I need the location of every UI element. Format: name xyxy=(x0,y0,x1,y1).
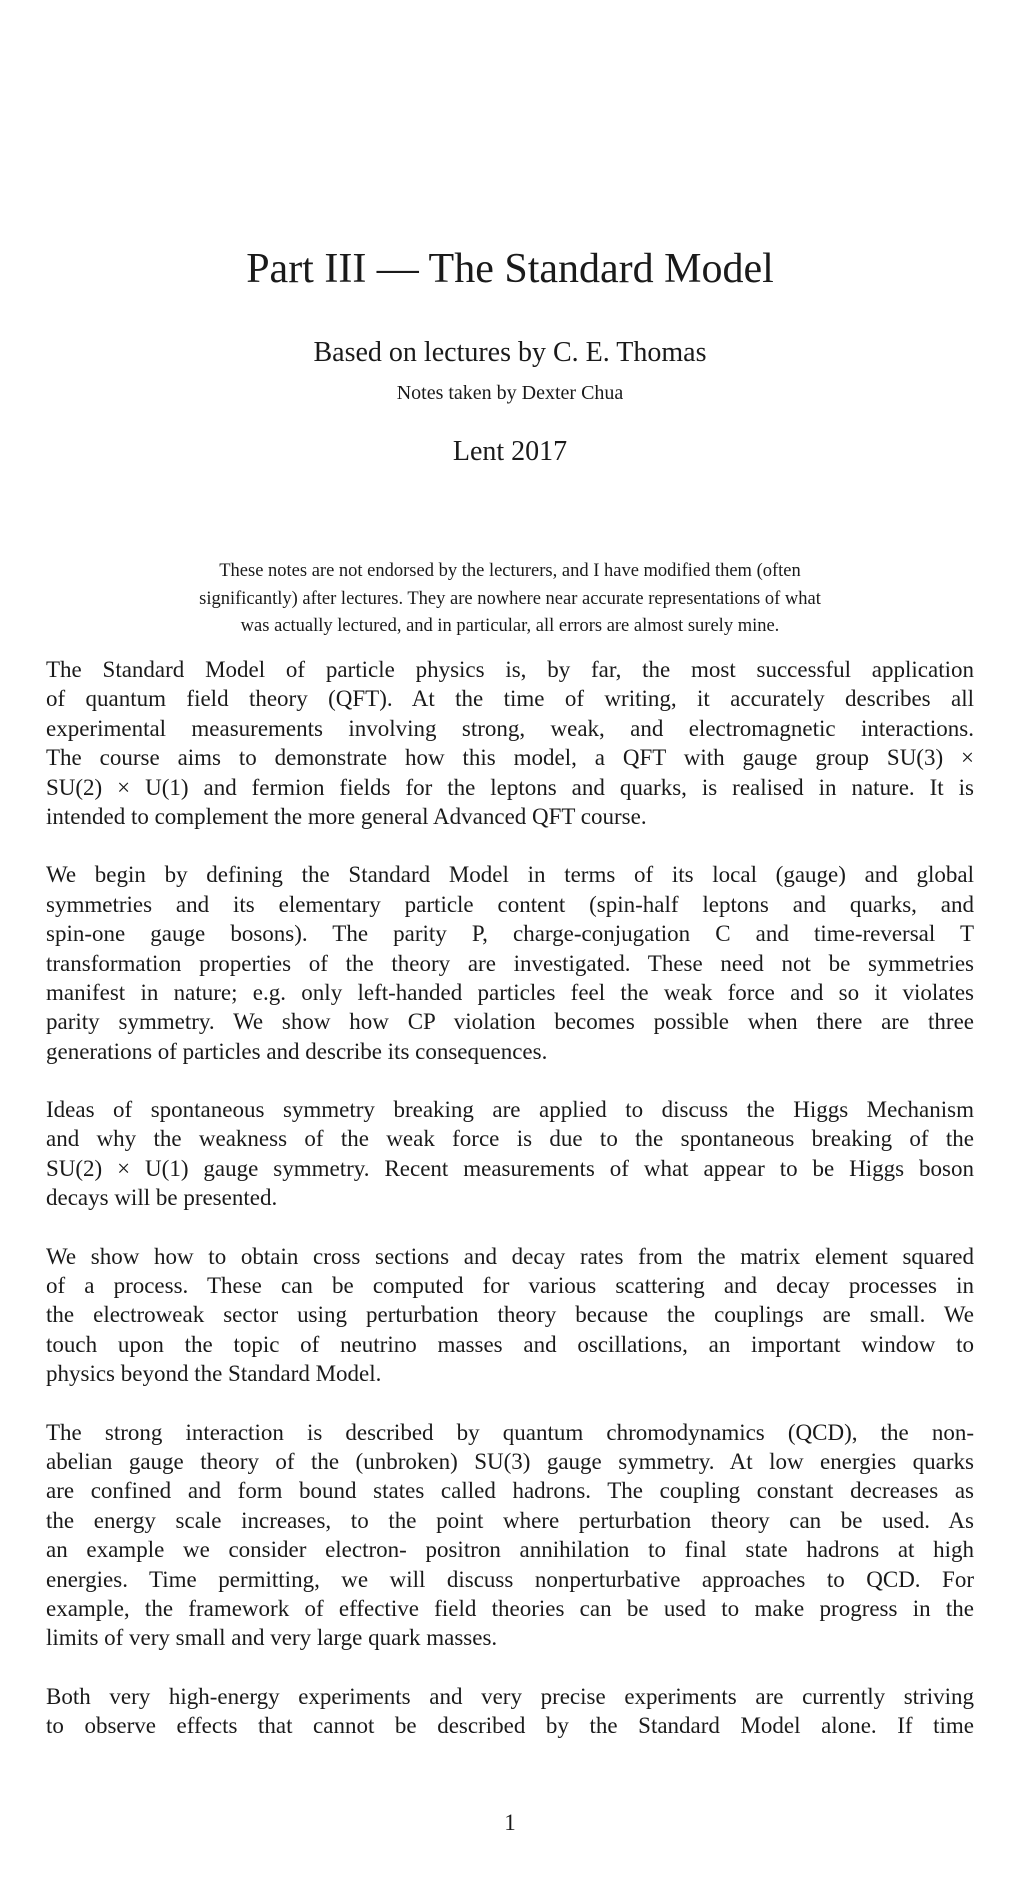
paragraph-line: experimental measurements involving strong, weak, and electromagnetic interactions. xyxy=(46,715,974,741)
paragraph-line: physics beyond the Standard Model. xyxy=(46,1361,382,1387)
paragraph xyxy=(46,1418,974,1653)
paragraph-line: transformation properties of the theory are investigated. These need not be symmetries xyxy=(46,950,974,976)
paragraph-line: of a process. These can be computed for various scattering and decay processes in xyxy=(46,1273,974,1299)
course-description xyxy=(46,655,974,1770)
paragraph-line: spin-one gauge bosons). The parity P, charge-conjugation C and time-reversal T xyxy=(46,921,974,947)
lecturer-line: Based on lectures by C. E. Thomas xyxy=(313,337,707,368)
paragraph-line: the energy scale increases, to the point where perturbation theory can be used. As xyxy=(46,1507,974,1533)
paragraph-line: energies. Time permitting, we will discuss nonperturbative approaches to QCD. For xyxy=(46,1566,974,1592)
disclaimer-line: significantly) after lectures. They are nowhere near accurate representations of what xyxy=(199,588,821,609)
paragraph-line: generations of particles and describe its consequences. xyxy=(46,1038,548,1064)
paragraph-line: SU(2) × U(1) and fermion fields for the leptons and quarks, is realised in nature. It is xyxy=(46,774,974,800)
paragraph-line: and why the weakness of the weak force is due to the spontaneous breaking of the xyxy=(46,1126,974,1152)
paragraph-line: Both very high-energy experiments and very precise experiments are currently striving xyxy=(46,1683,974,1709)
disclaimer-line: These notes are not endorsed by the lecturers, and I have modified them (often xyxy=(219,561,801,581)
disclaimer-line: was actually lectured, and in particular, all errors are almost surely mine. xyxy=(240,616,780,636)
paragraph-line: symmetries and its elementary particle content (spin-half leptons and quarks, and xyxy=(46,891,974,917)
paragraph-line: We show how to obtain cross sections and decay rates from the matrix element squared xyxy=(46,1243,974,1269)
paragraph-line: The strong interaction is described by quantum chromodynamics (QCD), the non- xyxy=(46,1419,974,1445)
paragraph-line: The Standard Model of particle physics is, by far, the most successful application xyxy=(46,657,974,682)
notes-author-line: Notes taken by Dexter Chua xyxy=(396,382,624,404)
paragraph-line: SU(2) × U(1) gauge symmetry. Recent measurements of what appear to be Higgs boson xyxy=(46,1155,974,1181)
disclaimer xyxy=(92,558,928,641)
paragraph-line: limits of very small and very large quark masses. xyxy=(46,1625,498,1651)
paragraph xyxy=(46,655,974,831)
page-number: 1 xyxy=(504,1810,516,1835)
paragraph-line: touch upon the topic of neutrino masses and oscillations, an important window to xyxy=(46,1331,974,1357)
paragraph-line: of quantum field theory (QFT). At the time of writing, it accurately describes all xyxy=(46,686,974,712)
paragraph-line: to observe effects that cannot be described by the Standard Model alone. If time xyxy=(46,1713,974,1739)
paragraph-line: Ideas of spontaneous symmetry breaking are applied to discuss the Higgs Mechanism xyxy=(46,1097,974,1123)
paragraph-line: intended to complement the more general Advanced QFT course. xyxy=(46,803,647,829)
paragraph-line: We begin by defining the Standard Model in terms of its local (gauge) and global xyxy=(46,862,974,888)
paragraph-line: The course aims to demonstrate how this model, a QFT with gauge group SU(3) × xyxy=(46,745,974,771)
term-line: Lent 2017 xyxy=(452,436,568,467)
paragraph-line: are confined and form bound states called hadrons. The coupling constant decreases as xyxy=(46,1478,974,1504)
paragraph-line: manifest in nature; e.g. only left-handed particles feel the weak force and so it violates xyxy=(46,979,974,1005)
paragraph-line: the electroweak sector using perturbation theory because the couplings are small. We xyxy=(46,1302,974,1328)
document-title: Part III — The Standard Model xyxy=(246,246,774,292)
paragraph-line: parity symmetry. We show how CP violation becomes possible when there are three xyxy=(46,1009,974,1035)
paragraph-line: example, the framework of effective field theories can be used to make progress in the xyxy=(46,1595,974,1621)
paragraph xyxy=(46,1682,974,1741)
paragraph-line: decays will be presented. xyxy=(46,1185,278,1211)
paragraph xyxy=(46,1242,974,1389)
paragraph-line: an example we consider electron- positron annihilation to final state hadrons at high xyxy=(46,1537,974,1563)
paragraph-line: abelian gauge theory of the (unbroken) SU(3) gauge symmetry. At low energies quarks xyxy=(46,1448,974,1474)
paragraph xyxy=(46,1095,974,1213)
paragraph xyxy=(46,860,974,1066)
